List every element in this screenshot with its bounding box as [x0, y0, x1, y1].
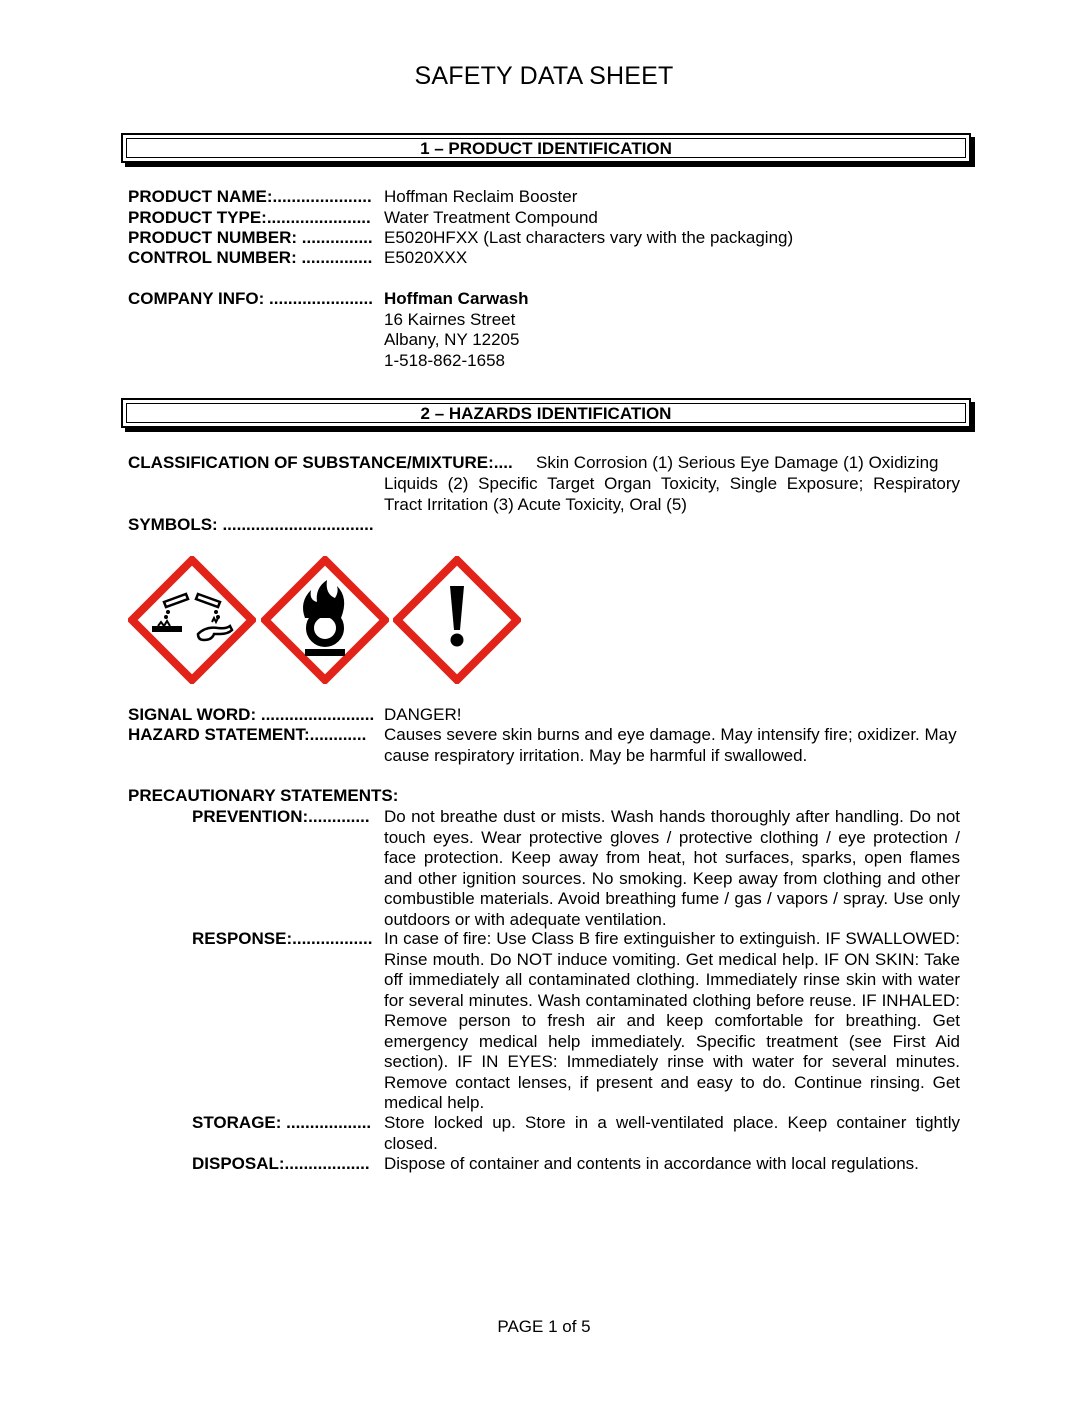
disposal-value: Dispose of container and contents in accordance with local regulations.	[384, 1154, 919, 1173]
prevention-label: PREVENTION:.............	[192, 807, 370, 826]
response-label: RESPONSE:.................	[192, 929, 373, 948]
control-number-label: CONTROL NUMBER: ...............	[128, 248, 373, 267]
precautionary-label: PRECAUTIONARY STATEMENTS:	[128, 786, 399, 805]
storage-label: STORAGE: ..................	[192, 1113, 372, 1132]
company-city: Albany, NY 12205	[384, 330, 520, 349]
exclamation-mark-icon	[393, 556, 521, 684]
classification-value-line1: Skin Corrosion (1) Serious Eye Damage (1) Oxidizing	[536, 453, 939, 472]
company-info-label: COMPANY INFO: ......................	[128, 289, 373, 308]
document-title: SAFETY DATA SHEET	[414, 62, 674, 90]
product-name-value: Hoffman Reclaim Booster	[384, 187, 578, 206]
section-2-header	[121, 398, 971, 428]
product-name-label: PRODUCT NAME:.....................	[128, 187, 372, 206]
hazard-statement-value: Causes severe skin burns and eye damage. May intensify fire; oxidizer. May cause respiratory irritation. May be harmful if swallowed.	[384, 725, 957, 765]
product-number-value: E5020HFXX (Last characters vary with the packaging)	[384, 228, 794, 247]
hazard-statement-label: HAZARD STATEMENT:............	[128, 725, 367, 744]
prevention-value: Do not breathe dust or mists. Wash hands thoroughly after handling. Do not touch eyes. Wear protective gloves / protective clothing / eye protection / face protection. Keep away from heat, hot surfaces, sparks, open flames and other ignition sources. No smoking. Keep away from clothing and other combustible materials. Avoid breathing fume / gas / vapors / spray. Use only outdoors or with adequate ventilation.	[384, 807, 960, 929]
section-1-header	[121, 133, 971, 163]
control-number-value: E5020XXX	[384, 248, 468, 267]
company-street: 16 Kairnes Street	[384, 310, 516, 329]
disposal-label: DISPOSAL:..................	[192, 1154, 370, 1173]
company-name: Hoffman Carwash	[384, 289, 529, 308]
page-number: PAGE 1 of 5	[497, 1317, 591, 1336]
signal-word-value: DANGER!	[384, 705, 462, 724]
section-1-title: 1 – PRODUCT IDENTIFICATION	[420, 139, 672, 158]
response-value: In case of fire: Use Class B fire extinguisher to extinguish. IF SWALLOWED: Rinse mouth. Do NOT induce vomiting. Get medical help. IF ON SKIN: Take off immediately all contaminated clothing. Immediately rinse skin with water for several minutes. Wash contaminated clothing before reuse. IF INHALED: Remove person to fresh air and keep comfortable for breathing. Get emergency medical help immediately. Specific treatment (see First Aid section). IF IN EYES: Immediately rinse with water for several minutes. Remove contact lenses, if present and easy to do. Continue rinsing. Get medical help.	[384, 929, 960, 1112]
product-type-value: Water Treatment Compound	[384, 208, 598, 227]
product-number-label: PRODUCT NUMBER: ...............	[128, 228, 373, 247]
classification-value-rest: Liquids (2) Specific Target Organ Toxicity, Single Exposure; Respiratory Tract Irritation (3) Acute Toxicity, Oral (5)	[384, 474, 960, 514]
company-phone: 1-518-862-1658	[384, 351, 505, 370]
flame-over-circle-icon	[261, 556, 389, 684]
symbols-label: SYMBOLS: ................................	[128, 515, 374, 534]
section-2-title: 2 – HAZARDS IDENTIFICATION	[420, 404, 672, 423]
corrosion-icon	[128, 556, 256, 684]
storage-value: Store locked up. Store in a well-ventilated place. Keep container tightly closed.	[384, 1113, 960, 1153]
classification-label: CLASSIFICATION OF SUBSTANCE/MIXTURE:....	[128, 453, 513, 472]
product-type-label: PRODUCT TYPE:......................	[128, 208, 371, 227]
signal-word-label: SIGNAL WORD: ........................	[128, 705, 375, 724]
